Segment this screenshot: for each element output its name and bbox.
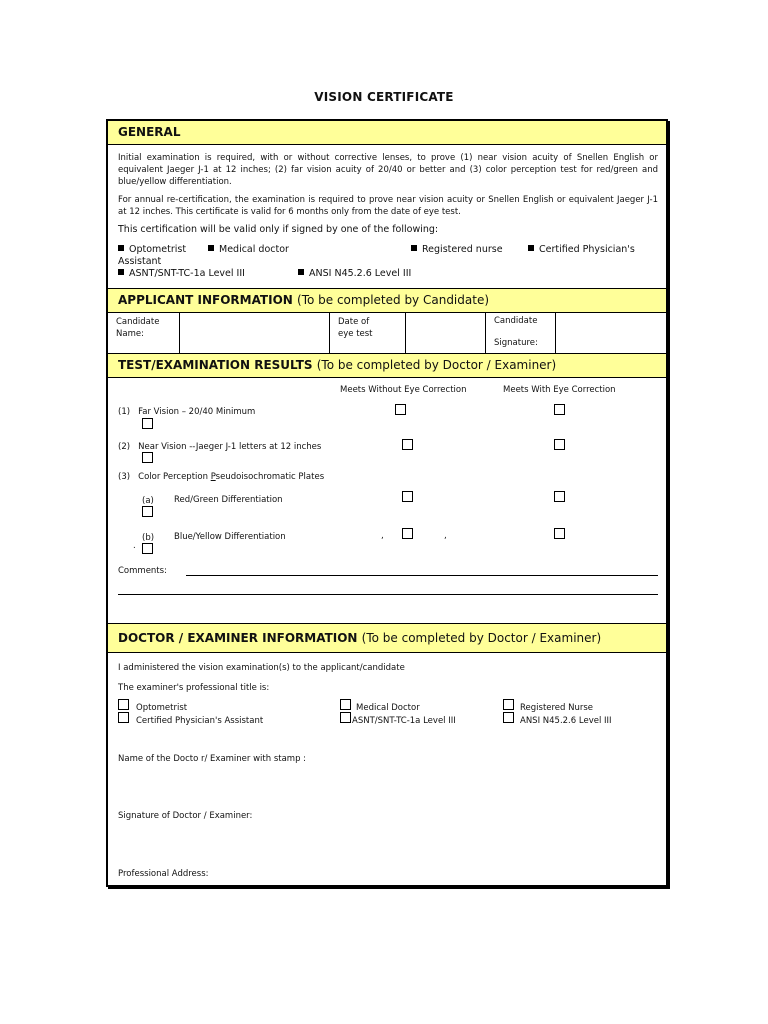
bullet-icon: [118, 245, 124, 251]
ansi-checkbox[interactable]: [503, 712, 514, 723]
optometrist-checkbox[interactable]: [118, 699, 129, 710]
comments-label: Comments:: [118, 566, 167, 576]
bullet-icon: [298, 269, 304, 275]
far-vision-with-checkbox[interactable]: [554, 404, 565, 415]
comments-line-1[interactable]: [186, 575, 658, 576]
signer-cpa: Certified Physician's: [528, 244, 635, 255]
asnt-label: ASNT/SNT-TC-1a Level III: [352, 716, 456, 726]
candidate-name-label: Candidate Name:: [108, 312, 180, 354]
blue-yellow-without-checkbox[interactable]: [402, 528, 413, 539]
signer-asnt: ASNT/SNT-TC-1a Level III: [118, 268, 245, 279]
medical-doctor-checkbox[interactable]: [340, 699, 351, 710]
applicant-subheading: (To be completed by Candidate): [297, 293, 490, 307]
candidate-signature-label: Candidate Signature:: [486, 312, 556, 354]
col-without-correction: Meets Without Eye Correction: [340, 385, 467, 395]
administered-statement: I administered the vision examination(s) to the applicant/candidate: [118, 663, 405, 673]
cpa-label: Certified Physician's Assistant: [136, 716, 264, 726]
signer-registered-nurse: Registered nurse: [411, 244, 503, 255]
applicant-heading: APPLICANT INFORMATION: [118, 293, 293, 307]
registered-nurse-label: Registered Nurse: [520, 703, 594, 713]
near-vision-without-checkbox[interactable]: [402, 439, 413, 450]
professional-address-label: Professional Address:: [118, 869, 209, 879]
red-green-without-checkbox[interactable]: [402, 491, 413, 502]
candidate-name-field[interactable]: [180, 312, 330, 354]
far-vision-without-checkbox[interactable]: [395, 404, 406, 415]
results-heading: TEST/EXAMINATION RESULTS: [118, 358, 313, 372]
form-shadow-bottom: [108, 887, 670, 889]
cpa-checkbox[interactable]: [118, 712, 129, 723]
stray-comma-right: ,: [444, 531, 447, 541]
general-para-2: For annual re-certification, the examination is required to prove near vision acuity or Snellen English or equivalent Jaeger J-1 at 12 inches. This certificate is valid for 6 months only from the date of eye test.: [118, 195, 658, 217]
signer-medical-doctor: Medical doctor: [208, 244, 289, 255]
red-green-mark: (a): [142, 496, 154, 506]
general-heading: GENERAL: [118, 125, 181, 139]
ansi-label: ANSI N45.2.6 Level III: [520, 716, 612, 726]
certificate-form: [106, 119, 668, 887]
red-green-label: Red/Green Differentiation: [174, 495, 283, 505]
near-vision-checkbox[interactable]: [142, 452, 153, 463]
bullet-icon: [528, 245, 534, 251]
blue-yellow-label: Blue/Yellow Differentiation: [174, 532, 286, 542]
applicant-header: [108, 288, 666, 313]
far-vision-checkbox[interactable]: [142, 418, 153, 429]
doctor-heading: DOCTOR / EXAMINER INFORMATION: [118, 631, 358, 645]
near-vision-with-checkbox[interactable]: [554, 439, 565, 450]
professional-title-prompt: The examiner's professional title is:: [118, 683, 270, 693]
doctor-subheading: (To be completed by Doctor / Examiner): [361, 631, 602, 645]
doctor-header: [108, 623, 666, 653]
col-with-correction: Meets With Eye Correction: [503, 385, 616, 395]
blue-yellow-with-checkbox[interactable]: [554, 528, 565, 539]
results-subheading: (To be completed by Doctor / Examiner): [316, 358, 557, 372]
color-perception-label: (3) Color Perception Pseudoisochromatic Plates: [118, 472, 325, 482]
page-title: VISION CERTIFICATE: [314, 90, 454, 104]
candidate-signature-field[interactable]: [556, 312, 666, 354]
bullet-icon: [411, 245, 417, 251]
bullet-icon: [208, 245, 214, 251]
blue-yellow-mark: (b): [142, 533, 155, 543]
eye-test-date-label: Date of eye test: [330, 312, 406, 354]
signer-optometrist: Optometrist: [118, 244, 186, 255]
far-vision-label: (1) Far Vision – 20/40 Minimum: [118, 407, 256, 417]
stray-comma-left: ,: [381, 531, 384, 541]
comments-line-2[interactable]: [118, 594, 658, 595]
asnt-checkbox[interactable]: [340, 712, 351, 723]
near-vision-label: (2) Near Vision --Jaeger J-1 letters at 12 inches: [118, 442, 322, 452]
general-header: [108, 121, 666, 145]
red-green-checkbox[interactable]: [142, 506, 153, 517]
general-para-3: This certification will be valid only if signed by one of the following:: [118, 224, 439, 235]
form-shadow-right: [668, 121, 670, 889]
general-para-1: Initial examination is required, with or without corrective lenses, to prove (1) near vision acuity of Snellen English or equivalent Jaeger J-1 at 12 inches; (2) far vision acuity of 20/40 or better and (3) color perception test for red/green and blue/yellow differentiation.: [118, 153, 658, 187]
doctor-name-label: Name of the Docto r/ Examiner with stamp :: [118, 754, 307, 764]
red-green-with-checkbox[interactable]: [554, 491, 565, 502]
registered-nurse-checkbox[interactable]: [503, 699, 514, 710]
medical-doctor-label: Medical Doctor: [356, 703, 420, 713]
signer-cpa-continued: Assistant: [118, 256, 162, 267]
results-header: [108, 353, 666, 378]
blue-yellow-checkbox[interactable]: [142, 543, 153, 554]
bullet-icon: [118, 269, 124, 275]
eye-test-date-field[interactable]: [406, 312, 486, 354]
doctor-signature-label: Signature of Doctor / Examiner:: [118, 811, 253, 821]
stray-dot: .: [133, 541, 136, 551]
signer-ansi: ANSI N45.2.6 Level III: [298, 268, 411, 279]
optometrist-label: Optometrist: [136, 703, 188, 713]
